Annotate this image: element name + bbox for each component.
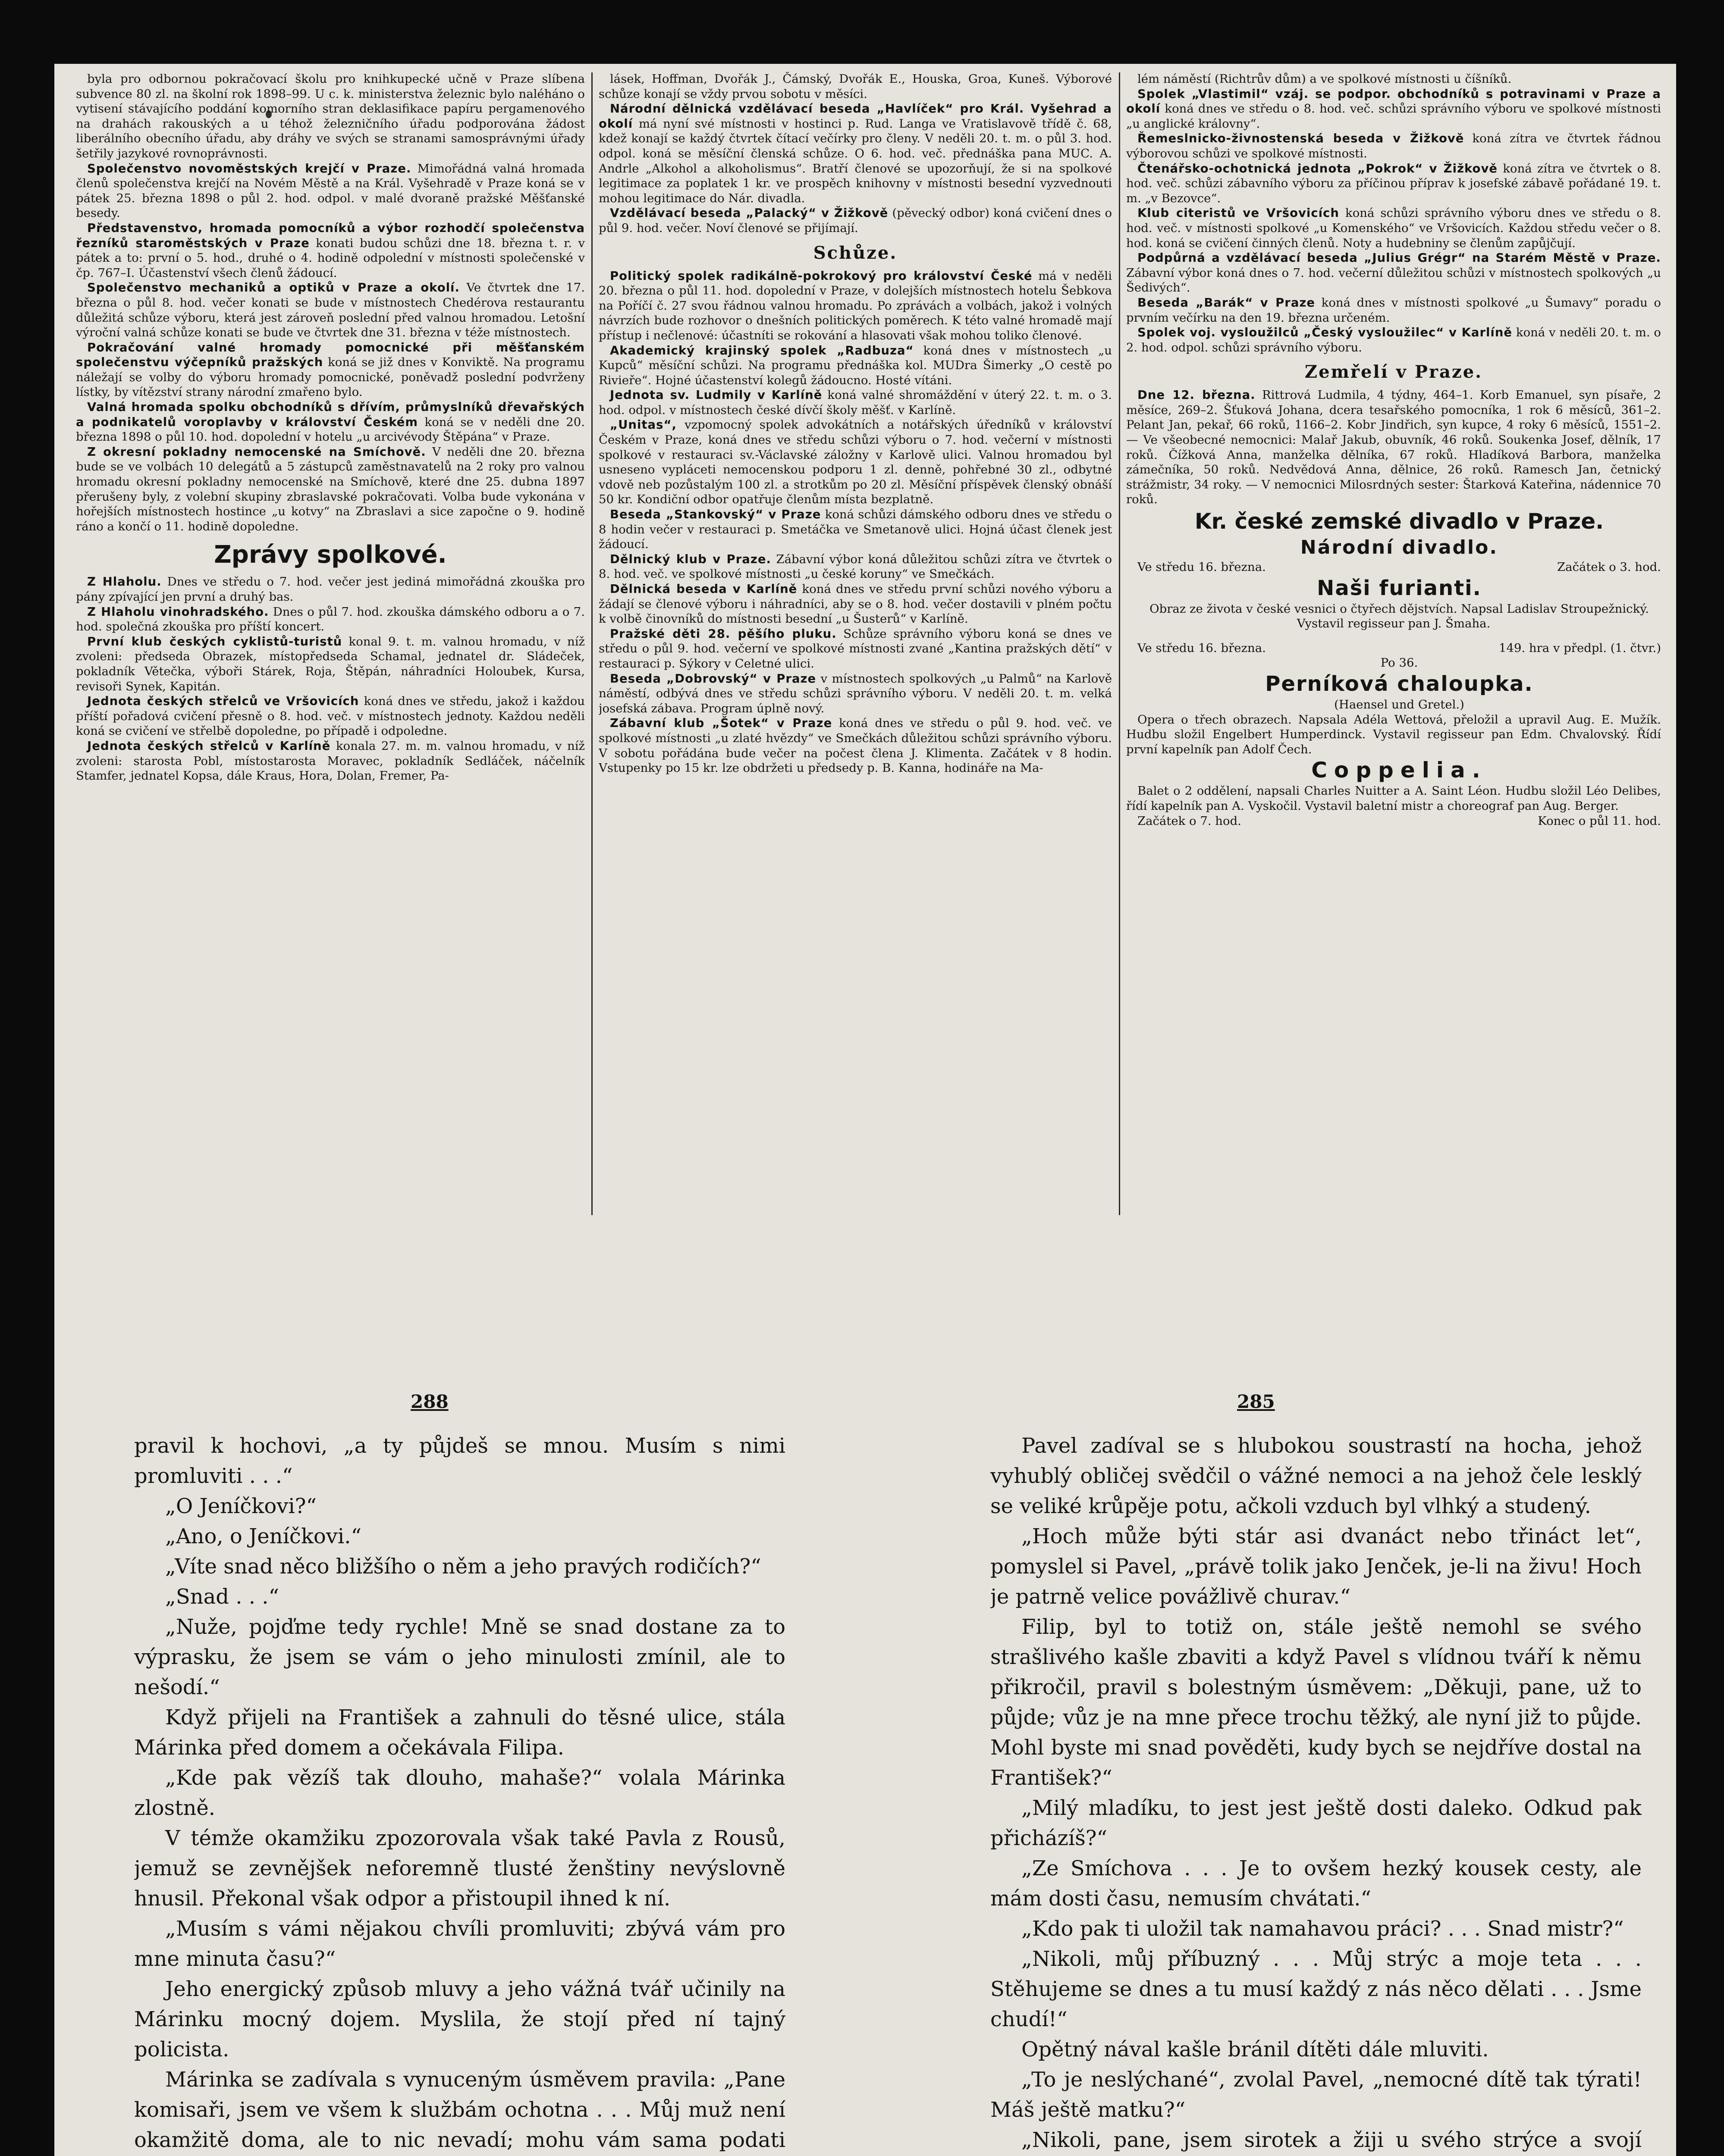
- performance-1-start: Začátek o 3. hod.: [1557, 560, 1661, 574]
- performance-2-number: Po 36.: [1380, 656, 1418, 670]
- notice-heading: Z Hlaholu vinohradského.: [87, 605, 269, 619]
- notice-text: konal 9. t. m. valnou hromadu, v níž zvoleni: předseda Obrazek, místopředseda Schamal, jednatel dr. Sládeček, pokladník Větečka, výboři Stárek, Roja, Štěpán, náhradníci Holoubek, Kursa, revisoři Synek, Kapitán.: [76, 634, 585, 693]
- column-rule: [591, 72, 593, 1215]
- notice-text: koná dnes ve středu první schůzi nového výboru a žádají se členové výboru i náhradníci, aby se o 8. hod. večer dostavili v plném počtu k volbě činovníků do místnosti besední „u Šusterů“ v Karlíně.: [599, 582, 1112, 626]
- performance-2-row: [1126, 641, 1661, 656]
- notice-text: má v neděli 20. března o půl 11. hod. dopolední v Praze, v dolejších místnostech hotelu Šebkova na Poříčí č. 27 svou řádnou valnou hromadu. Po zprávách a volbách, jakož i volných návrzích bude rozhovor o dnešních politických poměrech. K této valné hromadě mají přístup i nečlenové: účastníti se rokování a hlasovati však mohou toliko členové.: [599, 269, 1112, 342]
- notice-heading: První klub českých cyklistů-turistů: [87, 634, 342, 649]
- story-paragraph: Pavel zadíval se s hlubokou soustrastí na hocha, jehož vyhublý obličej svědčil o vážné nemoci a na jehož čele lesklý se veliké krůpěje potu, ačkoli vzduch byl vlhký a studený.: [990, 1434, 1642, 1518]
- notice-paragraph: [76, 605, 585, 634]
- notice-paragraph: [1126, 251, 1661, 295]
- notice-paragraph: [599, 269, 1112, 343]
- notice-paragraph: [599, 72, 1112, 101]
- notice-heading: „Unitas“,: [610, 418, 677, 432]
- notice-text: koná se v neděli dne 20. března 1898 o půl 10. hod. dopolední v hotelu „u arcivévody Štěpána“ v Praze.: [76, 415, 585, 444]
- performance-2-subscription: 149. hra v předpl. (1. čtvr.): [1498, 641, 1661, 655]
- notice-heading: Akademický krajinský spolek „Radbuza“: [610, 343, 914, 357]
- story-paragraph: „Kdo pak ti uložil tak namahavou práci? . . . Snad mistr?“: [1021, 1917, 1624, 1941]
- play-2-subtitle: (Haensel und Gretel.): [1334, 698, 1464, 711]
- theatre-listing: [1126, 507, 1661, 828]
- notice-text: koná dnes v místnosti spolkové „u Šumavy“ poradu o prvním večírku na den 19. března určeném.: [1126, 295, 1661, 325]
- notice-paragraph: [76, 161, 585, 221]
- notice-paragraph: [1126, 388, 1661, 507]
- notice-heading: Podpůrná a vzdělávací beseda „Julius Grégr“ na Starém Městě v Praze.: [1137, 251, 1661, 265]
- notice-text: vzpomocný spolek advokátních a notářských úředníků v království Českém v Praze, koná dnes ve středu schůzi výboru o 7. hod. večerní v místnosti spolkové v restauraci sv.-Václavské záložny v Karlově ulici. Valnou hromadou byl usneseno vypláceti nemocenskou podporu 1 zl. denně, pohřebné 30 zl., odbytné vdově neb pozůstalým 100 zl. a strotkům po 20 zl. Měsíční příspěvek členský obnáší 50 kr. Kondiční odbor opatřuje členům místa bezplatně.: [599, 418, 1112, 507]
- notice-heading: Beseda „Stankovský“ v Praze: [610, 508, 821, 522]
- play-1-description: Obraz ze života v české vesnici o čtyřech dějstvích. Napsal Ladislav Stroupežnický. Vystavil regisseur pan J. Šmaha.: [1149, 602, 1649, 631]
- story-paragraph: „Ano, o Jeníčkovi.“: [165, 1524, 362, 1548]
- notice-text: Ve čtvrtek dne 17. března o půl 8. hod. večer konati se bude v místnostech Chedérova restaurantu důležitá schůze výboru, která jest zároveň poslední před valnou hromadou. Letošní výroční valná schůze konati se bude ve čtvrtek dne 31. března v téže místnostech.: [76, 281, 585, 340]
- notice-heading: Valná hromada spolku obchodníků s dřívím, průmyslníků dřevařských a podnikatelů voroplavby v království Českém: [76, 400, 585, 429]
- notice-heading: Vzdělávací beseda „Palacký“ v Žižkově: [610, 206, 889, 220]
- story-paragraph: „Kde pak vězíš tak dlouho, mahaše?“ volala Márinka zlostně.: [134, 1766, 785, 1820]
- notice-text: koná se již dnes v Konviktě. Na programu náležají se volby do výboru hromady pomocnické, poněvadž poslední podvrženy lístky, by vítězství strany národní zmařeno bylo.: [76, 355, 585, 399]
- notice-paragraph: [599, 417, 1112, 507]
- notice-text: koná schůzi dámského odboru dnes ve středu o 8 hodin večer v restauraci p. Smetáčka ve Smetanově ulici. Hojná účast členek jest žádoucí.: [599, 508, 1112, 552]
- notice-heading: Z okresní pokladny nemocenské na Smíchově.: [87, 445, 426, 459]
- notice-paragraph: [599, 343, 1112, 388]
- notice-text: koná dnes v místnostech „u Kupců“ měsíční schůzi. Na programu přednáška kol. MUDra Šimerky „O cestě po Rivieře“. Hojné účastenství kolegů žádoucno. Hosté vítáni.: [599, 343, 1112, 387]
- notice-paragraph: [599, 388, 1112, 417]
- story-paragraph: Opětný nával kašle bránil dítěti dále mluviti.: [1021, 2037, 1489, 2062]
- notice-text: koná valné shromáždění v úterý 22. t. m. o 3. hod. odpol. v místnostech české dívčí školy měšť. v Karlíně.: [599, 388, 1112, 417]
- notice-heading: Dělnický klub v Praze.: [610, 552, 771, 566]
- notice-paragraph: [599, 582, 1112, 627]
- notice-text: Dnes o půl 7. hod. zkouška dámského odboru a o 7. hod. společná zkouška pro příští koncert.: [76, 605, 585, 634]
- news-column-3: [1126, 72, 1661, 1232]
- notice-paragraph: [76, 694, 585, 739]
- notice-heading: Společenstvo mechaniků a optiků v Praze a okolí.: [87, 281, 460, 295]
- story-paragraph: pravil k hochovi, „a ty půjdeš se mnou. Musím s nimi promluviti . . .“: [134, 1434, 785, 1488]
- notice-heading: Čtenářsko-ochotnická jednota „Pokrok“ v Žižkově: [1137, 161, 1498, 175]
- notice-heading: Beseda „Dobrovský“ v Praze: [610, 671, 816, 686]
- notice-heading: Společenstvo novoměstských krejčí v Praze.: [87, 161, 411, 175]
- notice-paragraph: [76, 739, 585, 783]
- story-paragraph: „Milý mladíku, to jest jest ještě dosti daleko. Odkud pak přicházíš?“: [990, 1796, 1642, 1850]
- section-heading: Zprávy spolkové.: [214, 541, 447, 569]
- notice-paragraph: [76, 634, 585, 694]
- story-paragraph: V témže okamžiku zpozorovala však také Pavla z Rousů, jemuž se zevnějšek neforemně tlusté ženštiny nevýslovně hnusil. Překonal však odpor a přistoupil ihned k ní.: [134, 1826, 785, 1911]
- story-paragraph: „Ze Smíchova . . . Je to ovšem hezký kousek cesty, ale mám dosti času, nemusím chvátati.“: [990, 1856, 1642, 1911]
- section-heading: Zemřelí v Praze.: [1304, 362, 1483, 382]
- theatre-title: Kr. české zemské divadlo v Praze.: [1194, 509, 1604, 534]
- play-3-title: Coppelia.: [1311, 758, 1487, 783]
- performance-1-date: Ve středu 16. března.: [1137, 560, 1266, 574]
- notice-paragraph: [599, 206, 1112, 235]
- notice-heading: Představenstvo, hromada pomocníků a výbor rozhodčí společenstva řezníků staroměstských v Praze: [76, 221, 585, 250]
- notice-text: Dnes ve středu o 7. hod. večer jest jediná mimořádná zkouška pro pány zpívající jen první a druhý bas.: [76, 575, 585, 604]
- notice-text: koná zítra ve čtvrtek o 8. hod. več. schůzi zábavního výboru za příčinou příprav k josefské zábavě pořádané 19. t. m. „v Bezovce“.: [1126, 161, 1661, 205]
- play-3-description: Balet o 2 oddělení, napsali Charles Nuitter a A. Saint Léon. Hudbu složil Léo Delibes, řídí kapelník pan A. Vyskočil. Vystavil baletní mistr a choreograf pan Aug. Berger.: [1126, 784, 1661, 813]
- notice-text: byla pro odbornou pokračovací školu pro knihkupecké učně v Praze slíbena subvence 80 zl. na školní rok 1898–99. U c. k. ministerstva železnic bylo naléháno o vytisení stávajícího poddání komorního stran deklasifikace papíru pergamenového na drahách rakouských a u téhož železničního úřadu podporována žádost liberálního obecního úřadu, aby dráhy ve svých se stranami samosprávnými úřady šetřily jazykové rovnoprávnosti.: [76, 72, 585, 160]
- story-paragraph: „Musím s vámi nějakou chvíli promluviti; zbývá vám pro mne minuta času?“: [134, 1917, 785, 1971]
- notice-text: lásek, Hoffman, Dvořák J., Čámský, Dvořák E., Houska, Groa, Kuneš. Výborové schůze konají se vždy prvou sobotu v měsíci.: [599, 72, 1112, 101]
- notice-paragraph: [599, 716, 1112, 775]
- story-paragraph: „To je neslýchané“, zvolal Pavel, „nemocné dítě tak týrati! Máš ještě matku?“: [990, 2068, 1642, 2122]
- story-paragraph: „Hoch může býti stár asi dvanáct nebo třináct let“, pomyslel si Pavel, „právě tolik jako Jenček, je-li na živu! Hoch je patrně velice povážlivě churav.“: [990, 1524, 1642, 1609]
- news-column-1: [76, 72, 585, 1232]
- notice-paragraph: [76, 280, 585, 340]
- notice-text: má nyní své místnosti v hostinci p. Rud. Langa ve Vratislavově třídě č. 68, kdež konají se každý čtvrtek čítací večírky pro členy. V neděli 20. t. m. o půl 3. hod. odpol. koná se měsíční členská schůze. O 6. hod. več. přednáška pana MUC. A. Andrle „Alkohol a alkoholismus“. Bratří členové se upozorňují, že si na spolkové legitimace za poplatek 1 kr. ve prospěch knihovny v místnosti besední vyzvednouti mohou legitimace do Nár. divadla.: [599, 116, 1112, 205]
- story-paragraph: Když přijeli na František a zahnuli do těsné ulice, stála Márinka před domem a očekávala Filipa.: [134, 1705, 785, 1760]
- notice-paragraph: [76, 221, 585, 280]
- story-paragraph: Márinka se zadívala s vynuceným úsměvem pravila: „Pane komisaři, jsem ve všem k službám ochotna . . . Můj muž není okamžitě doma, ale to nic nevadí; mohu vám sama podati: [134, 2068, 785, 2152]
- notice-text: v místnostech spolkových „u Palmů“ na Karlově náměstí, odbývá dnes ve středu schůzi správního výboru. V neděli 20. t. m. velká josefská zábava. Program úplně nový.: [599, 671, 1112, 715]
- notice-text: konati budou schůzi dne 18. března t. r. v pátek a to: první o 5. hod., druhé o 4. hodině odpolední v místnosti společenské v čp. 767–I. Účastenství všech členů žádoucí.: [76, 236, 585, 280]
- notice-heading: Politický spolek radikálně-pokrokový pro království České: [610, 269, 1033, 283]
- notice-heading: Národní dělnická vzdělávací beseda „Havlíček“ pro Král. Vyšehrad a okolí: [599, 102, 1112, 131]
- notice-paragraph: [1126, 325, 1661, 355]
- notice-heading: Zábavní klub „Šotek“ v Praze: [610, 716, 832, 730]
- notice-paragraph: [1126, 131, 1661, 161]
- performance-2-date: Ve středu 16. března.: [1137, 641, 1266, 655]
- notice-text: (pěvecký odbor) koná cvičení dnes o půl 9. hod. večer. Noví členové se přijímají.: [599, 206, 1112, 235]
- section-heading: Schůze.: [813, 242, 898, 263]
- story-paragraph: „Nikoli, můj příbuzný . . . Můj strýc a moje teta . . . Stěhujeme se dnes a tu musí každý z nás něco dělati . . . Jsme chudí!“: [990, 1947, 1642, 2031]
- newspaper-sheet: [54, 64, 1676, 2156]
- notice-paragraph: [1126, 72, 1661, 87]
- column-3-notices: [1126, 72, 1661, 507]
- notice-heading: Spolek „Vlastimil“ vzáj. se podpor. obchodníků s potravinami v Praze a okolí: [1126, 87, 1661, 116]
- notice-heading: Klub citeristů ve Vršovicích: [1137, 206, 1339, 220]
- notice-paragraph: [1126, 87, 1661, 132]
- performance-3-start: Začátek o 7. hod.: [1137, 814, 1241, 828]
- play-2-title: Perníková chaloupka.: [1265, 672, 1533, 696]
- notice-heading: Pokračování valné hromady pomocnické při měšťanském společenstvu výčepníků pražských: [76, 340, 585, 370]
- story-paragraph: „Víte snad něco bližšího o něm a jeho pravých rodičích?“: [165, 1554, 761, 1579]
- performance-3-end: Konec o půl 11. hod.: [1538, 814, 1661, 828]
- notice-paragraph: [76, 400, 585, 445]
- page-number-right: 285: [1237, 1391, 1275, 1412]
- notice-text: Schůze správního výboru koná se dnes ve středu o půl 9. hod. večerní ve spolkové místnosti zvané „Kantina pražských dětí“ v restauraci p. Sýkory v Celetné ulici.: [599, 627, 1112, 671]
- story-paragraph: „Nikoli, pane, jsem sirotek a žiji u svého strýce a svojí: [1021, 2128, 1642, 2152]
- notice-paragraph: [599, 627, 1112, 671]
- column-rule: [1119, 72, 1120, 1215]
- notice-text: lém náměstí (Richtrův dům) a ve spolkové místnosti u číšníků.: [1137, 72, 1512, 86]
- notice-text: koná dnes ve středu o půl 9. hod. več. ve spolkové místnosti „u zlaté hvězdy“ ve Smečkách důležitou schůzi správního výboru. V sobotu pořádána bude večer na počest člena J. Klimenta. Začátek v 8 hodin. Vstupenky po 15 kr. lze obdržeti u předsedy p. B. Kanna, hodináře na Ma-: [599, 716, 1112, 775]
- story-paragraph: „Snad . . .“: [165, 1585, 279, 1609]
- notice-paragraph: [76, 574, 585, 604]
- notice-text: koná dnes ve středu o 8. hod. več. schůzi správního výboru ve spolkové místnosti „u anglické královny“.: [1126, 102, 1661, 131]
- notice-text: Zábavní výbor koná důležitou schůzi zítra ve čtvrtek o 8. hod. več. ve spolkové místnosti „u české koruny“ ve Smečkách.: [599, 552, 1112, 581]
- notice-text: konala 27. m. m. valnou hromadu, v níž zvoleni: starosta Pobl, místostarosta Moravec, pokladník Sedláček, náčelník Stamfer, jednatel Kopsa, dále Kraus, Hora, Dolan, Fremer, Pa-: [76, 739, 585, 783]
- story-paragraph: „Nuže, pojďme tedy rychle! Mně se snad dostane za to výprasku, že jsem se vám o jeho minulosti zmínil, ale to nešodí.“: [134, 1615, 785, 1699]
- story-paragraph: „O Jeníčkovi?“: [165, 1494, 317, 1518]
- performance-3-times: [1126, 814, 1661, 829]
- notice-text: V neděli dne 20. března bude se ve volbách 10 delegátů a 5 zástupců zaměstnavatelů na 2 roky pro valnou hromadu okresní pokladny nemocenské na Smíchově, které dne 25. dubna 1897 přerušeny byly, z volební skupiny zbraslavské pokračovati. Volba bude vykonána v hořejších místnostech hostince „u kotvy“ na Zbraslavi a sice započne o 9. hodině ráno a končí o 11. hodině dopoledne.: [76, 445, 585, 533]
- notice-paragraph: [599, 552, 1112, 582]
- notice-paragraph: [1126, 295, 1661, 325]
- notice-heading: Spolek voj. vysloužilců „Český vysloužilec“ v Karlíně: [1137, 326, 1513, 340]
- notice-paragraph: [76, 72, 585, 161]
- notice-text: koná zítra ve čtvrtek řádnou výborovou schůzi ve spolkové místnosti.: [1126, 132, 1661, 160]
- novel-page-left: [134, 1431, 785, 2156]
- notice-paragraph: [76, 340, 585, 400]
- notice-text: Mimořádná valná hromada členů společenstva krejčí na Novém Městě a na Král. Vyšehradě v Praze koná se v pátek 25. března 1898 o půl 2. hod. odpol. v malé dvoraně pražské Měšťanské besedy.: [76, 161, 585, 220]
- theatre-subtitle: Národní divadlo.: [1300, 536, 1498, 559]
- notice-heading: Jednota sv. Ludmily v Karlíně: [610, 388, 823, 402]
- notice-heading: Dělnická beseda v Karlíně: [610, 582, 798, 596]
- notice-heading: Beseda „Barák“ v Praze: [1137, 295, 1316, 310]
- play-1-title: Naši furianti.: [1317, 576, 1482, 600]
- notice-heading: Dne 12. března.: [1137, 388, 1256, 402]
- page-number-left: 288: [411, 1391, 449, 1412]
- notice-text: Rittrová Ludmila, 4 týdny, 464–1. Korb Emanuel, syn písaře, 2 měsíce, 269–2. Šťuková Johana, dcera tesařského pomocníka, 1 rok 6 měsíců, 361–2. Pelant Jan, pekař, 66 roků, 1166–2. Kobr Jindřich, syn kupce, 4 roky 6 měsíců, 1551–2. — Ve všeobecné nemocnici: Malař Jakub, obuvník, 46 roků. Soukenka Josef, dělník, 17 roků. Čížková Anna, manželka dělníka, 67 roků. Hladíková Barbora, manželka zámečníka, 50 roků. Nedvědová Anna, dělnice, 26 roků. Ramesch Jan, četnický strážmistr, 34 roky. — V nemocnici Milosrdných sester: Štarková Kateřina, nádennice 70 roků.: [1126, 388, 1661, 507]
- notice-paragraph: [1126, 206, 1661, 251]
- notice-paragraph: [76, 445, 585, 534]
- notice-paragraph: [599, 101, 1112, 206]
- notice-paragraph: [599, 507, 1112, 552]
- notice-heading: Jednota českých střelců v Karlíně: [87, 739, 331, 753]
- news-column-2: [599, 72, 1112, 1232]
- story-paragraph: Jeho energický způsob mluvy a jeho vážná tvář učinily na Márinku mocný dojem. Myslila, že stojí před ní tajný policista.: [134, 1977, 785, 2062]
- notice-paragraph: [599, 671, 1112, 716]
- notice-text: Zábavní výbor koná dnes o 7. hod. večerní důležitou schůzi v místnostech spolkových „u Šedivých“.: [1126, 266, 1661, 295]
- notice-heading: Z Hlaholu.: [87, 575, 162, 589]
- notice-text: koná v neděli 20. t. m. o 2. hod. odpol. schůzi správního výboru.: [1126, 326, 1661, 354]
- novel-page-right: [990, 1431, 1642, 2156]
- notice-heading: Pražské děti 28. pěšího pluku.: [610, 627, 837, 641]
- notice-text: koná dnes ve středu, jakož i každou příští pořadová cvičení přesně o 8. hod. več. v místnostech jednoty. Každou neděli koná se cvičení ve střelbě dopoledne, po případě i odpoledne.: [76, 694, 585, 738]
- story-paragraph: Filip, byl to totiž on, stále ještě nemohl se svého strašlivého kašle zbaviti a když Pavel s vlídnou tváří k němu přikročil, pravil s bolestným úsměvem: „Děkuji, pane, už to půjde; vůz je na mne přece trochu těžký, ale nyní již to půjde. Mohl byste mi snad pověděti, kudy bych se nejdříve dostal na František?“: [990, 1615, 1642, 1790]
- notice-paragraph: [1126, 161, 1661, 206]
- notice-heading: Řemeslnicko-živnostenská beseda v Žižkově: [1137, 132, 1464, 146]
- performance-1-row: [1126, 560, 1661, 575]
- play-2-description: Opera o třech obrazech. Napsala Adéla Wettová, přeložil a upravil Aug. E. Mužík. Hudbu složil Engelbert Humperdinck. Vystavil regisseur pan Edm. Chvalovský. Řídí první kapelník pan Adolf Čech.: [1126, 712, 1661, 756]
- notice-heading: Jednota českých střelců ve Vršovicích: [87, 694, 359, 708]
- notice-text: koná schůzi správního výboru dnes ve středu o 8. hod. več. v místnosti spolkové „u Komenského“ ve Vršovicích. Každou středu večer o 8. hod. koná se cvičení činných členů. Noty a hudebniny se členům zapůjčují.: [1126, 206, 1661, 250]
